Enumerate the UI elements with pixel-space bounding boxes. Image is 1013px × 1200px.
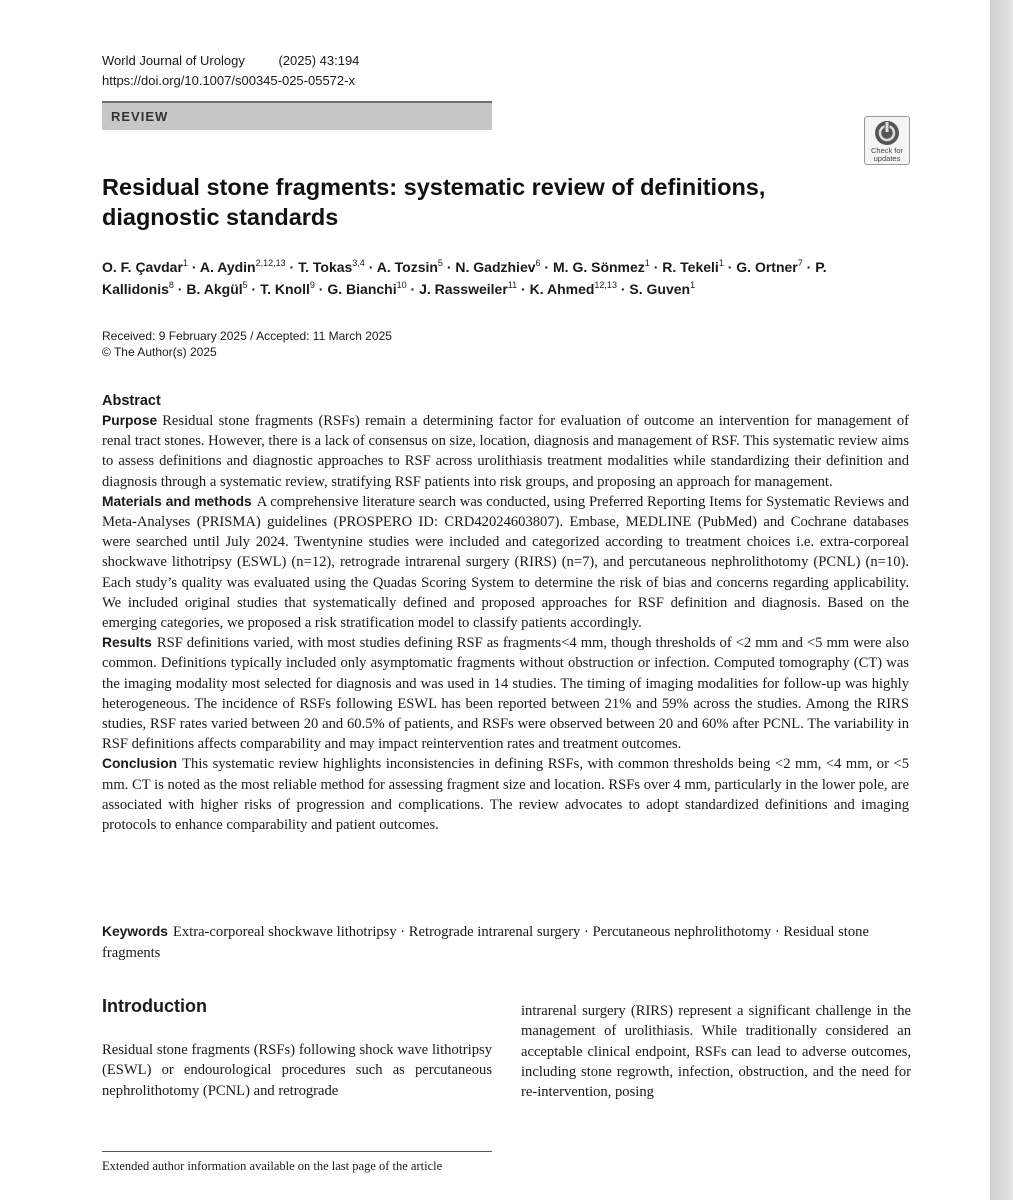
author-affiliation: 1: [718, 258, 724, 268]
author-name[interactable]: R. Tekeli: [662, 259, 719, 275]
introduction-column-1: Residual stone fragments (RSFs) following shock wave lithotripsy (ESWL) or endourological procedures such as percutaneous nephrolithotomy (PCNL) and retrograde: [102, 1042, 492, 1099]
author-name[interactable]: S. Guven: [629, 281, 691, 297]
author-affiliation: 3,4: [352, 258, 365, 268]
check-for-updates-line1: Check for: [870, 146, 904, 155]
page-edge: [990, 0, 1013, 1200]
footnote: Extended author information available on the last page of the article: [102, 1159, 443, 1173]
author-affiliation: 8: [168, 280, 174, 290]
author-affiliation: 9: [309, 280, 315, 290]
author-name[interactable]: O. F. Çavdar: [102, 259, 183, 275]
author-affiliation: 1: [182, 258, 188, 268]
section-label: REVIEW: [102, 101, 492, 130]
author-affiliation: 2,12,13: [255, 258, 286, 268]
methods-label: Materials and methods: [102, 493, 252, 509]
author-name[interactable]: G. Ortner: [736, 259, 798, 275]
copyright-notice: © The Author(s) 2025: [102, 345, 217, 359]
author-name[interactable]: B. Akgül: [186, 281, 243, 297]
author-list: O. F. Çavdar$^1$ · A. Aydin$^{2,12,13}$ · T. Tokas$^{3,4}$ · A. Tozsin$^5$ · N. Gadzhiev$^6$ · M. G. Sönmez$^1$ · R. Tekeli$^1$ · G. Ortner$^7$ · P. Kallidonis$^8$ · B. Akgül$^5$ · T. Knoll$^9$ · G. Bianchi$^{10}$ · J. Rassweiler$^{11}$ · K. Ahmed$^{12,13}$ · S. Guven$^1$: [102, 258, 827, 297]
author-affiliation: 1: [690, 280, 696, 290]
abstract-purpose: [102, 411, 909, 492]
abstract-methods: [102, 492, 909, 633]
received-accepted-dates: Received: 9 February 2025 / Accepted: 11 March 2025: [102, 329, 392, 343]
check-for-updates-badge[interactable]: [864, 116, 910, 165]
doi-link[interactable]: https://doi.org/10.1007/s00345-025-05572-x: [102, 73, 355, 88]
introduction-column-2: intrarenal surgery (RIRS) represent a significant challenge in the management of urolithiasis. While traditionally considered an acceptable clinical endpoint, RSFs can lead to adverse outcomes, including stone regrowth, infection, obstruction, and the need for re-intervention, posing: [521, 1003, 911, 1101]
conclusion-text: This systematic review highlights inconsistencies in defining RSFs, with common thresholds being <2 mm, <4 mm, or <5 mm. CT is noted as the most reliable method for assessing fragment size and location. RSFs over 4 mm, particularly in the lower pole, are associated with higher risks of progression and complications. The review advocates to adopt standardized definitions and imaging protocols to enhance comparability and patient outcomes.: [102, 756, 909, 834]
footnote-divider: [102, 1151, 492, 1152]
author-name[interactable]: P. Kallidonis: [102, 259, 827, 297]
abstract-heading: Abstract: [102, 393, 161, 409]
author-affiliation: 10: [396, 280, 407, 290]
abstract-conclusion: [102, 754, 909, 835]
author-affiliation: 1: [644, 258, 650, 268]
author-affiliation: 12,13: [594, 280, 617, 290]
author-name[interactable]: N. Gadzhiev: [455, 259, 536, 275]
journal-header: [102, 51, 359, 91]
journal-volume: (2025) 43:194: [278, 53, 360, 68]
results-label: Results: [102, 635, 152, 651]
keywords: [102, 921, 909, 964]
abstract-results: [102, 633, 909, 754]
purpose-text: Residual stone fragments (RSFs) remain a determining factor for evaluation of outcome an intervention for management of renal tract stones. However, there is a lack of consensus on size, location, diagnosis and management of RSF. This systematic review aims to assess definitions and diagnostic approaches to RSF across urolithiasis treatment modalities while standardizing their definition and diagnosis through a systematic review, stratifying RSF patients into risk groups, and proposing an approach for management.: [102, 413, 909, 490]
author-name[interactable]: G. Bianchi: [327, 281, 397, 297]
author-name[interactable]: T. Tokas: [298, 259, 353, 275]
author-name[interactable]: K. Ahmed: [529, 281, 595, 297]
author-name[interactable]: A. Aydin: [199, 259, 256, 275]
purpose-label: Purpose: [102, 413, 158, 428]
author-name[interactable]: A. Tozsin: [376, 259, 438, 275]
results-text: RSF definitions varied, with most studies defining RSF as fragments<4 mm, though thresholds of <2 mm and <5 mm were also common. Definitions typically included only asymptomatic fragments without obstruction or infection. Computed tomography (CT) was the imaging modality most selected for diagnosis and was used in 14 studies. The timing of imaging modalities for follow-up was highly heterogeneous. The incidence of RSFs following ESWL has been reported between 21% and 59% across the studies. Among the RIRS studies, RSF rates varied between 20 and 60.5% of patients, and RSFs were observed between 20 and 60% after PCNL. The variability in RSF definitions affects comparability and may impact reintervention rates and treatment outcomes.: [102, 635, 909, 753]
author-affiliation: 5: [437, 258, 443, 268]
author-affiliation: 11: [507, 280, 518, 290]
check-for-updates-line2: updates: [873, 154, 901, 163]
author-name[interactable]: M. G. Sönmez: [553, 259, 645, 275]
author-affiliation: 5: [242, 280, 248, 290]
article-title: Residual stone fragments: systematic review of definitions, diagnostic standards: [102, 174, 766, 230]
conclusion-label: Conclusion: [102, 756, 178, 772]
author-affiliation: 7: [797, 258, 803, 268]
introduction-heading: Introduction: [102, 996, 207, 1016]
abstract: [102, 391, 909, 835]
keywords-label: Keywords: [102, 924, 168, 939]
author-name[interactable]: T. Knoll: [260, 281, 310, 297]
publication-dates: [102, 328, 392, 360]
methods-text: A comprehensive literature search was conducted, using Preferred Reporting Items for Systematic Reviews and Meta-Analyses (PRISMA) guidelines (PROSPERO ID: CRD42024603807). Embase, MEDLINE (PubMed) and Cochrane databases were searched until July 2024. Twentynine studies were included and categorized according to treatment choices i.e. extra-corporeal shockwave lithotripsy (ESWL) (n=12), retrograde intrarenal surgery (RIRS) (n=7), and percutaneous nephrolithotomy (PCNL) (n=10). Each study’s quality was evaluated using the Quadas Scoring System to determine the risk of bias and concerns regarding applicability. We included original studies that systematically defined and proposed approaches for RSF definition and diagnosis. Based on the emerging categories, we proposed a risk stratification model to classify patients accordingly.: [102, 493, 909, 632]
keywords-text: Extra-corporeal shockwave lithotripsy · Retrograde intrarenal surgery · Percutaneous nephrolithotomy · Residual stone fragments: [102, 924, 869, 961]
author-affiliation: 6: [535, 258, 541, 268]
check-for-updates-icon: [874, 120, 900, 146]
journal-name: World Journal of Urology: [102, 53, 245, 68]
author-name[interactable]: J. Rassweiler: [419, 281, 508, 297]
